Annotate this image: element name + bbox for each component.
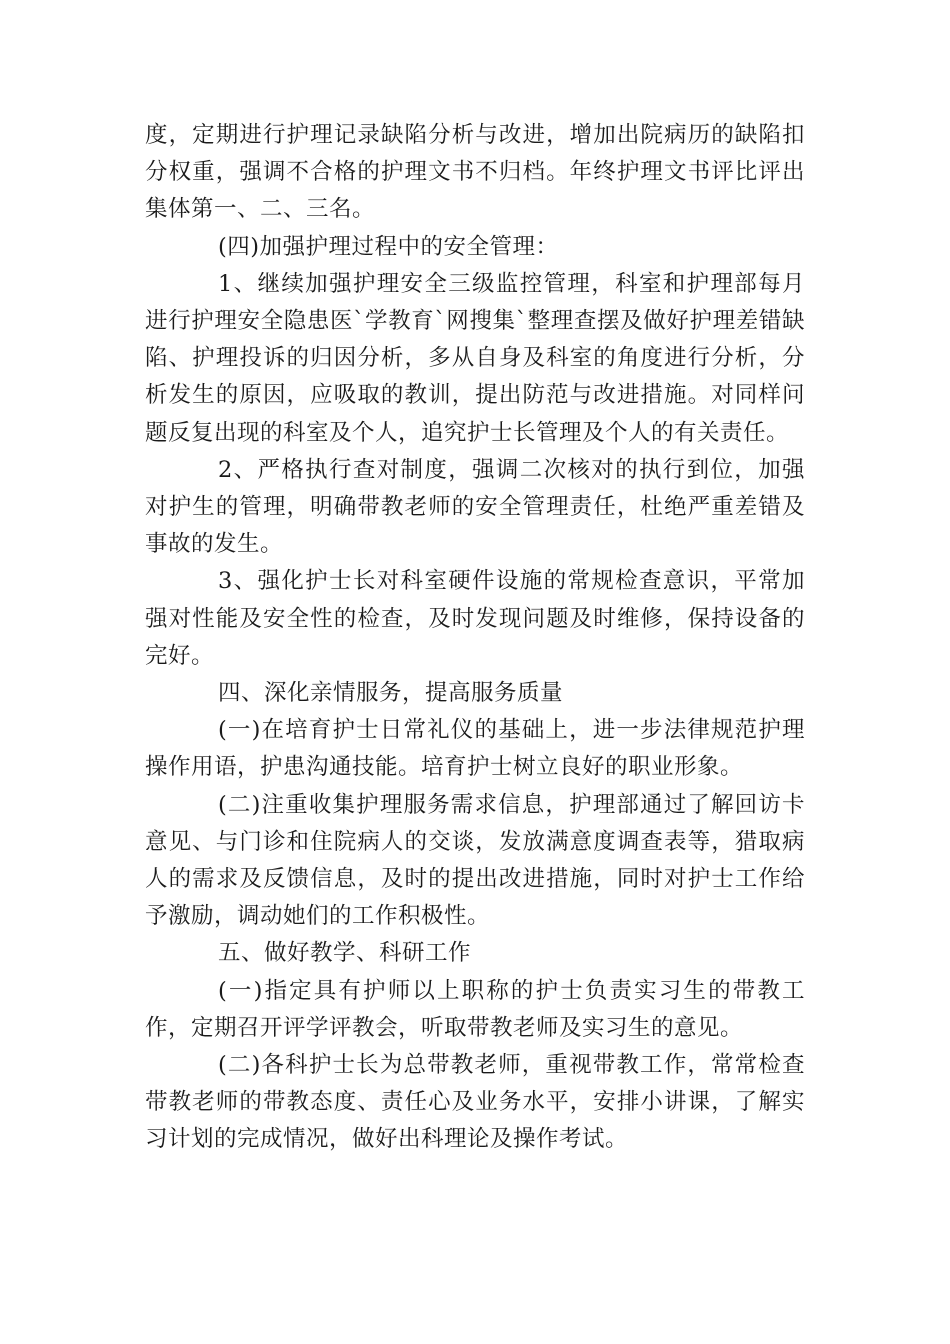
document-body [145,117,805,1159]
section-heading-teaching: 五、做好教学、科研工作 [218,940,472,967]
paragraph-item-2: 2、严格执行查对制度，强调二次核对的执行到位，加强对护生的管理，明确带教老师的安全管理责任，杜绝严重差错及事故的发生。 [145,456,805,558]
paragraph-teaching-2: (二)各科护士长为总带教老师，重视带教工作，常常检查带教老师的带教态度、责任心及业务水平，安排小讲课，了解实习计划的完成情况，做好出科理论及操作考试。 [145,1052,805,1153]
paragraph-teaching-1: (一)指定具有护师以上职称的护士负责实习生的带教工作，定期召开评学评教会，听取带教老师及实习生的意见。 [145,977,805,1041]
paragraph-continuation: 度，定期进行护理记录缺陷分析与改进，增加出院病历的缺陷扣分权重，强调不合格的护理文书不归档。年终护理文书评比评出集体第一、二、三名。 [145,122,805,223]
paragraph-item-1: 1、继续加强护理安全三级监控管理，科室和护理部每月进行护理安全隐患医`学教育`网搜集`整理查摆及做好护理差错缺陷、护理投诉的归因分析，多从自身及科室的角度进行分析，分析发生的原因，应吸取的教训，提出防范与改进措施。对同样问题反复出现的科室及个人，追究护士长管理及个人的有关责任。 [145,270,805,446]
paragraph-service-2: (二)注重收集护理服务需求信息，护理部通过了解回访卡意见、与门诊和住院病人的交谈，发放满意度调查表等，猎取病人的需求及反馈信息，及时的提出改进措施，同时对护士工作给予激励，调动她们的工作积极性。 [145,791,805,930]
paragraph-service-1: (一)在培育护士日常礼仪的基础上，进一步法律规范护理操作用语，护患沟通技能。培育护士树立良好的职业形象。 [145,717,805,781]
section-heading-service: 四、深化亲情服务，提高服务质量 [218,680,564,707]
section-heading-safety-management: (四)加强护理过程中的安全管理： [218,233,559,260]
paragraph-item-3: 3、强化护士长对科室硬件设施的常规检查意识，平常加强对性能及安全性的检查，及时发现问题及时维修，保持设备的完好。 [145,568,805,669]
